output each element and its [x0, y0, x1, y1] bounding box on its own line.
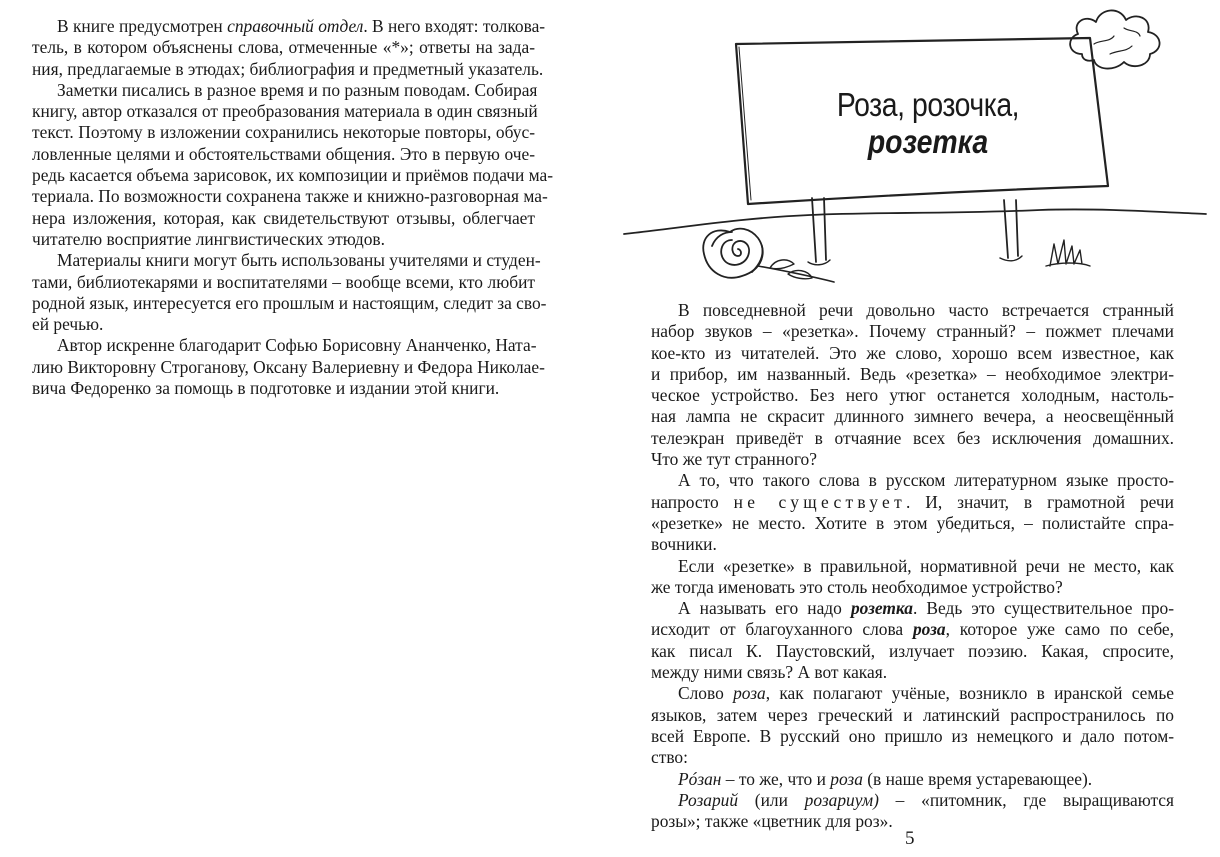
- text-line: «резетке» не место. Хотите в этом убедиться, – полистайте спра-: [651, 512, 1174, 533]
- chapter-title: [778, 87, 1078, 161]
- text-line: ловленные целями и обстоятельствами общения. Это в первую оче-: [32, 143, 535, 164]
- text-fragment: (или: [738, 789, 805, 810]
- right-paragraph-2: [651, 470, 1174, 555]
- text-fragment: . В него входят: толкова-: [363, 16, 546, 36]
- text-fragment: Слово: [678, 683, 734, 704]
- text-fragment: В книге предусмотрен: [57, 16, 228, 36]
- text-line: ство:: [651, 747, 688, 768]
- left-paragraph-2: [32, 79, 554, 250]
- text-line: Автор искренне благодарит Софью Борисовну Ананченко, Ната-: [57, 335, 537, 356]
- text-line: всей Европе. В русский оно пришло из немецкого и дало потом-: [651, 725, 1174, 746]
- text-line: и прибор, им названный. Ведь «резетка» – необходимое электри-: [651, 363, 1174, 384]
- text-line: родной язык, интересуется его прошлым и настоящим, следит за сво-: [32, 292, 547, 313]
- italic-term: розариум): [804, 789, 879, 810]
- text-line: А то, что такого слова в русском литературном языке просто-: [678, 470, 1174, 491]
- text-fragment: А называть его надо: [678, 598, 851, 619]
- text-line: кое-кто из читателей. Это же слово, хорошо всем известное, как: [651, 342, 1174, 363]
- ground-line: [624, 209, 1206, 234]
- text-line: между ними связь? А вот какая.: [651, 662, 888, 683]
- text-line: текст. Поэтому в изложении сохранились некоторые повторы, обус-: [32, 122, 535, 143]
- text-fragment: , как полагают учёные, возникло в иранской семье: [765, 683, 1174, 704]
- grass-icon: [1046, 240, 1090, 266]
- right-paragraph-4: [651, 598, 1174, 683]
- page-number: 5: [905, 828, 915, 849]
- right-post: [1004, 200, 1018, 258]
- text-fragment: напросто: [651, 491, 734, 512]
- text-line: териала. По возможности сохранена также и книжно-разговорная ма-: [32, 186, 548, 207]
- text-line: Что же тут странного?: [651, 449, 817, 470]
- left-post: [812, 198, 826, 262]
- italic-term: роза: [733, 683, 766, 704]
- text-line: ческое устройство. Без него утюг останется холодным, настоль-: [651, 385, 1174, 406]
- text-line: редь касается объема зарисовок, их композиции и приёмов подачи ма-: [32, 165, 554, 186]
- italic-term: Розарий: [678, 789, 739, 810]
- text-line: как писал К. Паустовский, излучает поэзию. Какая, спросите,: [651, 640, 1174, 661]
- text-line: телеэкран приведёт в отчаяние всех без исключения домашних.: [651, 427, 1174, 448]
- text-line: читателю восприятие лингвистических этюдов.: [32, 228, 385, 249]
- text-line: ния, предлагаемые в этюдах; библиография и предметный указатель.: [32, 58, 544, 79]
- right-paragraph-1: [651, 300, 1174, 470]
- text-line: ей речью.: [32, 314, 104, 335]
- text-fragment: . Ведь это существительное про-: [913, 598, 1174, 619]
- right-paragraph-5: [651, 683, 1174, 768]
- left-paragraph-3: [32, 250, 547, 335]
- text-fragment: , которое уже само по себе,: [945, 619, 1175, 640]
- text-line: Если «резетке» в правильной, нормативной речи не место, как: [678, 555, 1174, 576]
- text-line: нера изложения, которая, как свидетельствуют отзывы, облегчает: [32, 207, 535, 228]
- text-fragment: – «питомник, где выращиваются: [878, 789, 1174, 810]
- text-fragment: . И, значит, в грамотной речи: [905, 491, 1174, 512]
- text-line: ная лампа не скрасит длинного зимнего вечера, а неосвещённый: [651, 406, 1174, 427]
- text-fragment: (в наше время устаревающее).: [862, 768, 1093, 789]
- text-line: В повседневной речи довольно часто встречается странный: [678, 300, 1174, 320]
- text-line: лию Викторовну Строганову, Оксану Валериевну и Федора Николае-: [32, 356, 545, 377]
- text-line: розы»; также «цветник для роз».: [651, 811, 893, 832]
- text-line: языков, затем через греческий и латинский распространилось по: [651, 704, 1174, 725]
- right-paragraph-6: [651, 769, 1174, 790]
- text-line: Заметки писались в разное время и по разным поводам. Собирая: [57, 79, 538, 100]
- text-line: набор звуков – «резетка». Почему странный? – пожмет плечами: [651, 321, 1174, 342]
- text-fragment: исходит от благоуханного слова: [651, 619, 913, 640]
- text-line: вича Федоренко за помощь в подготовке и издании этой книги.: [32, 378, 500, 399]
- italic-term: справочный отдел: [227, 16, 364, 36]
- text-fragment: – то же, что и: [721, 768, 831, 789]
- chapter-title-line-2: розетка: [867, 123, 989, 160]
- text-line: вочники.: [651, 534, 717, 555]
- italic-term: роза: [830, 768, 863, 789]
- text-line: тами, библиотекарями и воспитателями – вообще всеми, кто любит: [32, 271, 535, 292]
- bold-italic-term: роза: [912, 619, 946, 640]
- right-paragraph-3: [651, 556, 1174, 599]
- left-paragraph-4: [32, 335, 545, 399]
- right-page-text: [651, 300, 1174, 832]
- cloud-icon: [1070, 10, 1159, 68]
- bold-italic-term: розетка: [850, 598, 913, 619]
- text-line: тель, в котором объяснены слова, отмеченные «*»; ответы на зада-: [32, 37, 535, 58]
- left-paragraph-1: [32, 16, 546, 80]
- text-line: Материалы книги могут быть использованы учителями и студен-: [57, 250, 541, 271]
- chapter-title-line-1: Роза, розочка,: [836, 86, 1020, 123]
- right-paragraph-7: [651, 790, 1174, 833]
- text-line: книгу, автор отказался от преобразования материала в один связный: [32, 101, 538, 122]
- italic-term: Рóзан: [678, 768, 722, 789]
- spaced-emphasis: не существует: [733, 491, 906, 512]
- left-page-text: [32, 16, 554, 399]
- text-line: же тогда именовать это столь необходимое устройство?: [651, 576, 1063, 597]
